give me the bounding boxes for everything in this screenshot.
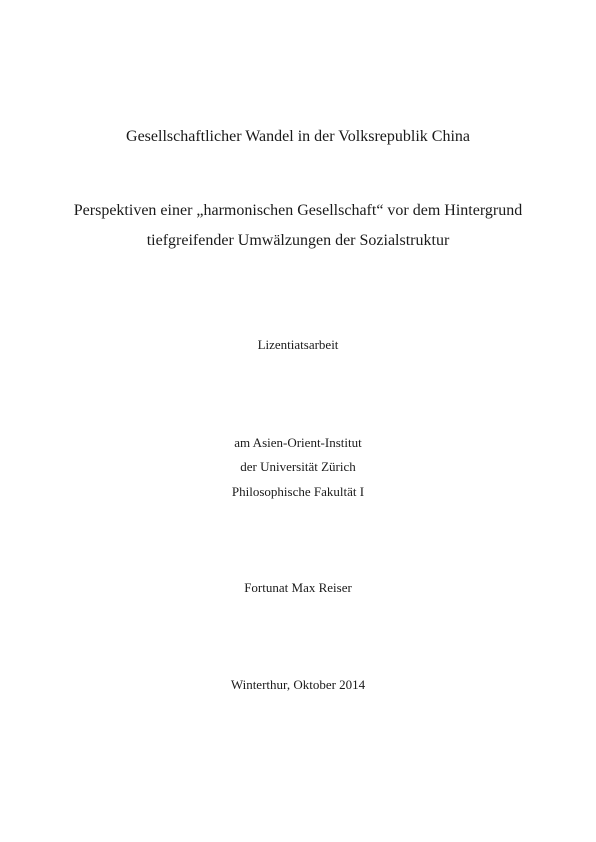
institution-line-3: Philosophische Fakultät I <box>231 484 365 499</box>
author-name: Fortunat Max Reiser <box>244 580 352 595</box>
institution-line-2: der Universität Zürich <box>240 459 356 474</box>
place-and-date: Winterthur, Oktober 2014 <box>230 677 366 692</box>
institution-line-1: am Asien-Orient-Institut <box>234 435 362 450</box>
subtitle-line-1: Perspektiven einer „harmonischen Gesellschaft“ vor dem Hintergrund <box>73 202 523 219</box>
subtitle-line-2: tiefgreifender Umwälzungen der Sozialstruktur <box>146 232 450 249</box>
thesis-type: Lizentiatsarbeit <box>257 337 339 352</box>
document-title: Gesellschaftlicher Wandel in der Volksrepublik China <box>126 128 470 145</box>
